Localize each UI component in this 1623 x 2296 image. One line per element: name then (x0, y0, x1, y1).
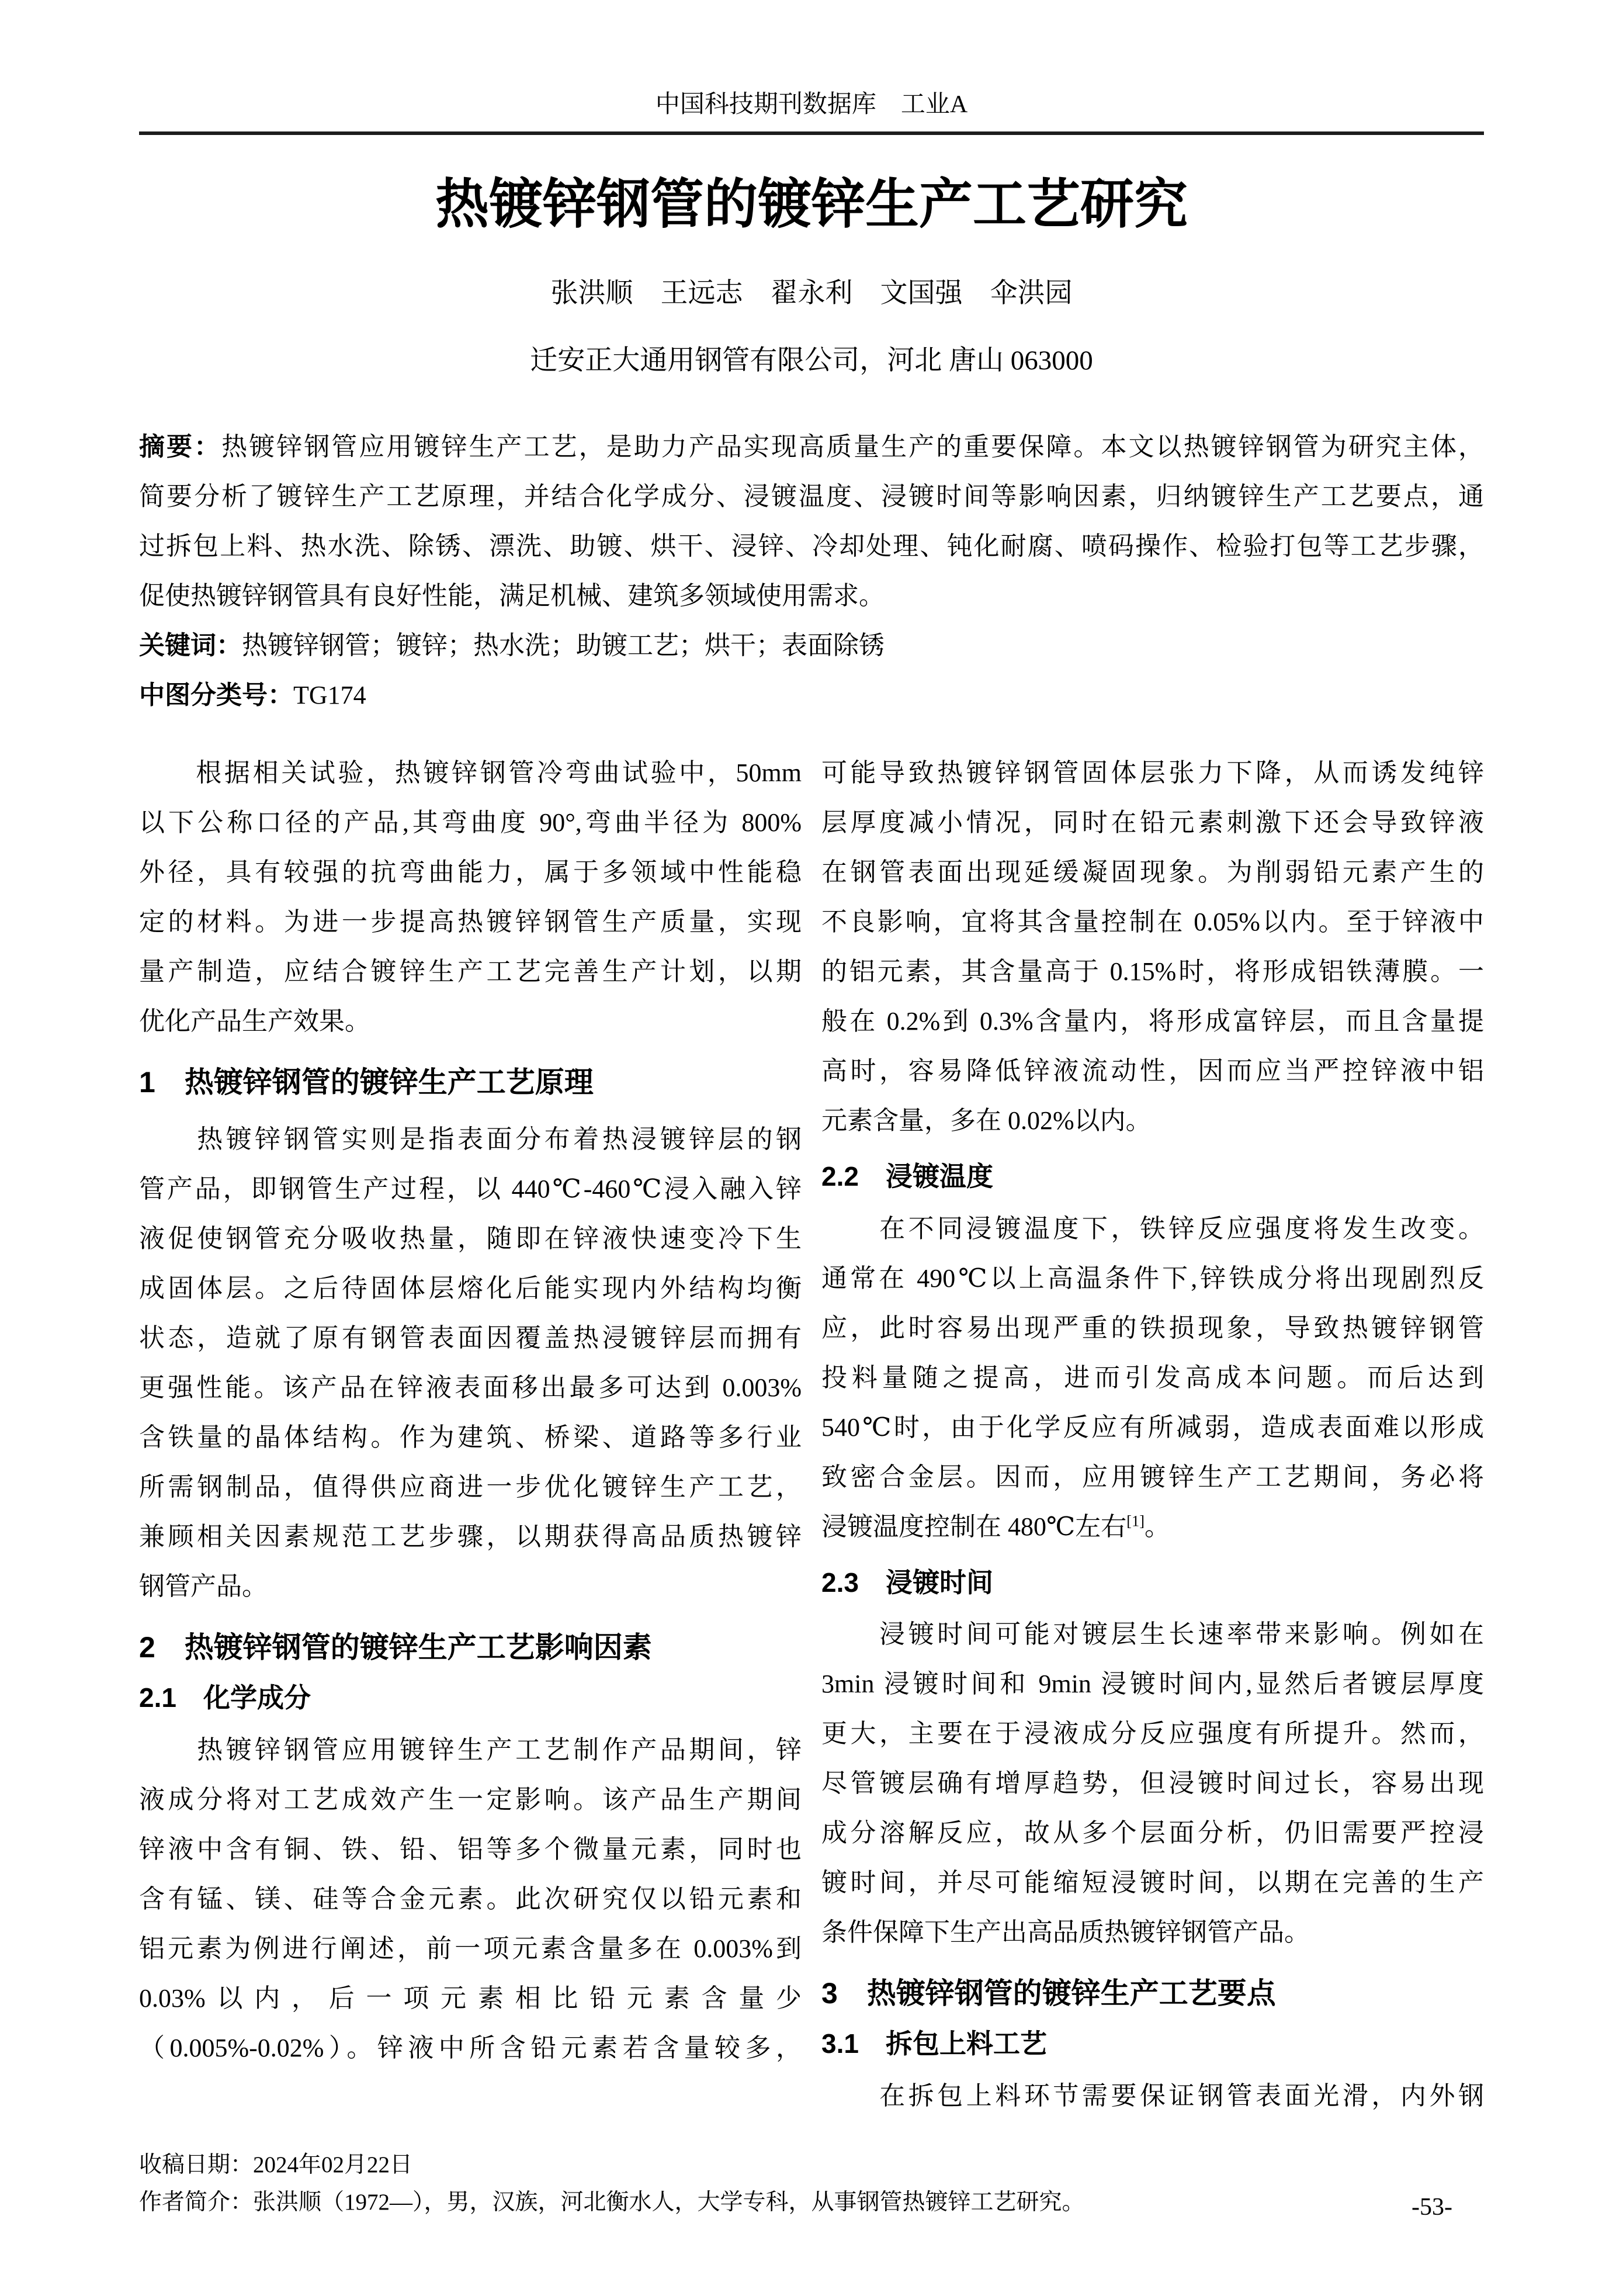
footer (139, 2146, 1484, 2221)
body-columns (139, 748, 1484, 2121)
author-bio-line: 作者简介：张洪顺（1972—），男，汉族，河北衡水人，大学专科，从事钢管热镀锌工艺研究。 (139, 2190, 1085, 2215)
section-heading: 3 热镀锌钢管的镀锌生产工艺要点 (821, 1977, 1276, 2010)
clc-value: TG174 (293, 680, 366, 709)
paragraph (821, 748, 1484, 1145)
text-line: 所需钢制品，值得供应商进一步优化镀锌生产工艺， (139, 1472, 802, 1501)
text-line: 0.03%以内，后一项元素相比铅元素含量少 (139, 1983, 802, 2013)
text-line: 锌液中含有铜、铁、铅、铝等多个微量元素，同时也 (139, 1834, 802, 1864)
text-line: （0.005%-0.02%）。锌液中所含铅元素若含量较多， (139, 2033, 802, 2062)
text-line: 液成分将对工艺成效产生一定影响。该产品生产期间 (139, 1785, 802, 1814)
text-line: 成分溶解反应，故从多个层面分析，仍旧需要严控浸 (821, 1819, 1484, 1848)
paragraph (821, 1204, 1484, 1552)
clc-label: 中图分类号： (139, 680, 293, 709)
text-line: 的铝元素，其含量高于 0.15%时，将形成铝铁薄膜。一 (821, 957, 1484, 986)
page-number: -53- (1412, 2194, 1452, 2221)
section-heading: 2.3 浸镀时间 (821, 1567, 993, 1598)
section-heading: 3.1 拆包上料工艺 (821, 2028, 1047, 2059)
text-line: 含铁量的晶体结构。作为建筑、桥梁、道路等多行业 (139, 1422, 802, 1452)
text-line: 定的材料。为进一步提高热镀锌钢管生产质量，实现 (139, 907, 802, 936)
section-heading: 2.2 浸镀温度 (821, 1161, 993, 1192)
text-line: 根据相关试验，热镀锌钢管冷弯曲试验中，50mm (139, 758, 802, 787)
text-line: 外径，具有较强的抗弯曲能力，属于多领域中性能稳 (139, 857, 802, 886)
text-line: 成固体层。之后待固体层熔化后能实现内外结构均衡 (139, 1273, 802, 1303)
abstract-line: 促使热镀锌钢管具有良好性能，满足机械、建筑多领域使用需求。 (139, 581, 885, 610)
affiliation-line: 迁安正大通用钢管有限公司，河北 唐山 063000 (530, 345, 1093, 376)
text-line: 更强性能。该产品在锌液表面移出最多可达到 0.003% (139, 1373, 802, 1402)
text-line: 浸镀温度控制在 480℃左右[1]。 (821, 1511, 1171, 1541)
text-line: 液促使钢管充分吸收热量，随即在锌液快速变冷下生 (139, 1224, 802, 1253)
abstract-line: 过拆包上料、热水洗、除锈、漂洗、助镀、烘干、浸锌、冷却处理、钝化耐腐、喷码操作、检验打包等工艺步骤， (139, 531, 1484, 560)
keywords-line (139, 621, 1484, 670)
journal-header-text: 中国科技期刊数据库 工业A (655, 91, 968, 118)
text-line: 含有锰、镁、硅等合金元素。此次研究仅以铅元素和 (139, 1884, 802, 1913)
text-line: 热镀锌钢管应用镀锌生产工艺制作产品期间，锌 (139, 1735, 802, 1764)
text-line: 优化产品生产效果。 (139, 1006, 370, 1036)
authors-line: 张洪顺 王远志 翟永利 文国强 伞洪园 (550, 278, 1073, 309)
text-line: 540℃时，由于化学反应有所减弱，造成表面难以形成 (821, 1412, 1484, 1442)
text-line: 层厚度减小情况，同时在铅元素刺激下还会导致锌液 (821, 808, 1484, 837)
received-date-line: 收稿日期：2024年02月22日 (139, 2152, 413, 2178)
text-line: 量产制造，应结合镀锌生产工艺完善生产计划，以期 (139, 957, 802, 986)
right-column (821, 748, 1484, 2121)
citation-marker: [1] (1126, 1511, 1145, 1529)
text-line: 在拆包上料环节需要保证钢管表面光滑，内外钢 (821, 2082, 1484, 2111)
text-line: 兼顾相关因素规范工艺步骤，以期获得高品质热镀锌 (139, 1522, 802, 1551)
left-column (139, 748, 802, 2121)
text-line: 更大，主要在于浸液成分反应强度有所提升。然而， (821, 1719, 1484, 1748)
section-heading: 2.1 化学成分 (139, 1682, 311, 1713)
abstract-label: 摘要： (139, 432, 222, 461)
header-rule (139, 131, 1484, 135)
section-heading: 2 热镀锌钢管的镀锌生产工艺影响因素 (139, 1630, 652, 1664)
text-line: 投料量随之提高，进而引发高成本问题。而后达到 (821, 1363, 1484, 1392)
clc-line (139, 670, 1484, 720)
text-line: 热镀锌钢管实则是指表面分布着热浸镀锌层的钢 (139, 1124, 802, 1154)
text-line: 尽管镀层确有增厚趋势，但浸镀时间过长，容易出现 (821, 1769, 1484, 1798)
keywords-label: 关键词： (139, 631, 242, 660)
text-line: 高时，容易降低锌液流动性，因而应当严控锌液中铝 (821, 1056, 1484, 1085)
text-line: 致密合金层。因而，应用镀锌生产工艺期间，务必将 (821, 1462, 1484, 1491)
text-line: 浸镀时间可能对镀层生长速率带来影响。例如在 (821, 1620, 1484, 1649)
text-line: 管产品，即钢管生产过程，以 440℃-460℃浸入融入锌 (139, 1174, 802, 1203)
text-line: 在钢管表面出现延缓凝固现象。为削弱铅元素产生的 (821, 857, 1484, 886)
paragraph (139, 748, 802, 1046)
text-line: 应，此时容易出现严重的铁损现象，导致热镀锌钢管 (821, 1313, 1484, 1342)
text-line: 3min 浸镀时间和 9min 浸镀时间内,显然后者镀层厚度 (821, 1670, 1484, 1699)
paper-title: 热镀锌钢管的镀锌生产工艺研究 (435, 174, 1188, 234)
keywords-text: 热镀锌钢管；镀锌；热水洗；助镀工艺；烘干；表面除锈 (242, 631, 885, 660)
abstract-text: 热镀锌钢管应用镀锌生产工艺，是助力产品实现高质量生产的重要保障。本文以热镀锌钢管为研究主体， (221, 432, 1484, 461)
paragraph (139, 1114, 802, 1611)
section-heading: 1 热镀锌钢管的镀锌生产工艺原理 (139, 1065, 594, 1099)
page-header (139, 88, 1484, 135)
abstract-line (139, 422, 1484, 472)
text-line: 可能导致热镀锌钢管固体层张力下降，从而诱发纯锌 (821, 758, 1484, 787)
text-line: 不良影响，宜将其含量控制在 0.05%以内。至于锌液中 (821, 907, 1484, 936)
text-line: 铝元素为例进行阐述，前一项元素含量多在 0.003%到 (139, 1934, 802, 1963)
text-line: 通常在 490℃以上高温条件下,锌铁成分将出现剧烈反 (821, 1263, 1484, 1293)
text-line: 钢管产品。 (139, 1571, 268, 1601)
paragraph (821, 2071, 1484, 2121)
text-line: 镀时间，并尽可能缩短浸镀时间，以期在完善的生产 (821, 1868, 1484, 1897)
text-line: 般在 0.2%到 0.3%含量内，将形成富锌层，而且含量提 (821, 1006, 1484, 1036)
text-line: 在不同浸镀温度下，铁锌反应强度将发生改变。 (821, 1214, 1484, 1243)
abstract-line: 简要分析了镀锌生产工艺原理，并结合化学成分、浸镀温度、浸镀时间等影响因素，归纳镀锌生产工艺要点，通 (139, 482, 1484, 511)
text-line: 状态，造就了原有钢管表面因覆盖热浸镀锌层而拥有 (139, 1323, 802, 1352)
paragraph (821, 1609, 1484, 1957)
text-line: 条件保障下生产出高品质热镀锌钢管产品。 (821, 1918, 1310, 1947)
text-line: 元素含量，多在 0.02%以内。 (821, 1106, 1152, 1135)
meta-block (139, 422, 1484, 720)
paragraph (139, 1725, 802, 2073)
text-line: 以下公称口径的产品,其弯曲度 90°,弯曲半径为 800% (139, 808, 802, 837)
